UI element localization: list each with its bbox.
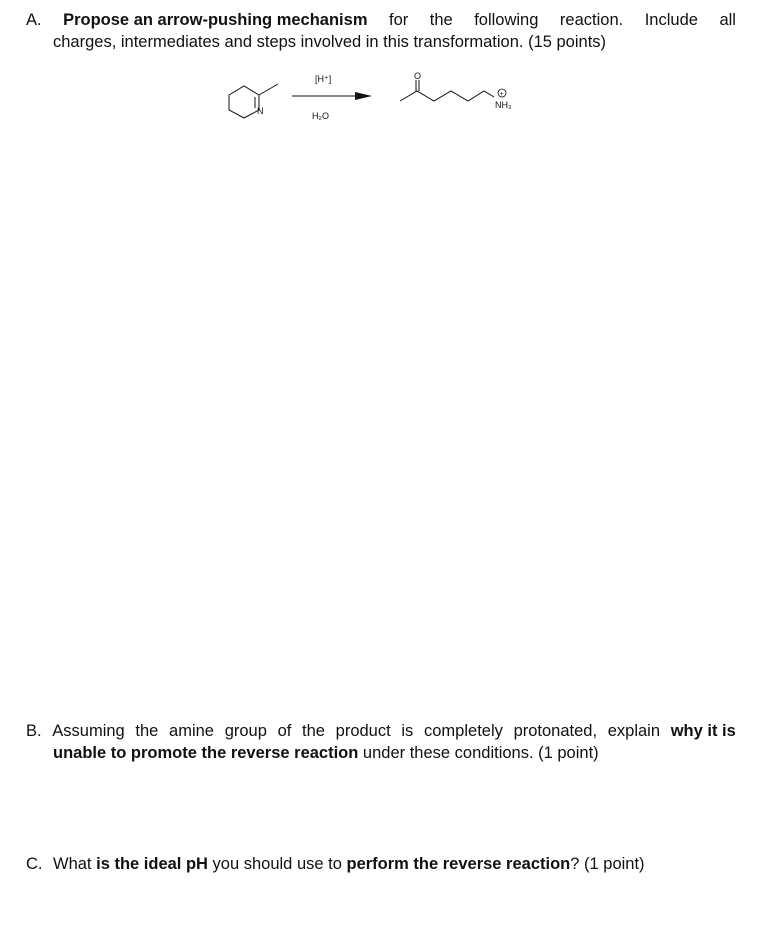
question-b-line-2	[26, 742, 736, 764]
question-a-word: following	[474, 11, 539, 29]
question-b	[26, 720, 736, 764]
question-a-word: Include	[644, 11, 698, 29]
question-a-word: all	[719, 11, 736, 29]
question-c-text: you should use to	[207, 855, 347, 873]
question-b-word: completely	[424, 722, 503, 740]
reaction-scheme	[220, 66, 540, 136]
question-a-line-1	[26, 9, 736, 31]
reactant-nitrogen: N	[257, 106, 264, 116]
question-b-word: of	[277, 722, 292, 740]
product-oxygen: O	[414, 71, 422, 81]
question-a-word: the	[429, 11, 453, 29]
question-a-line-2: charges, intermediates and steps involved in this transformation. (15 points)	[53, 33, 607, 51]
question-a	[26, 9, 736, 53]
question-c-emphasis-1: is the ideal pH	[96, 855, 208, 873]
question-b-line-2-rest: under these conditions. (1 point)	[358, 744, 599, 762]
product-structure	[400, 80, 494, 101]
question-b-word: amine	[169, 722, 214, 740]
question-c-line	[26, 853, 736, 875]
product-amine: NH₃	[495, 100, 512, 110]
question-a-emphasis: Propose an arrow-pushing mechanism	[63, 11, 368, 29]
reactant-structure	[229, 84, 278, 118]
question-b-word: the	[135, 722, 159, 740]
question-b-word: explain	[607, 722, 661, 740]
question-b-word: product	[335, 722, 391, 740]
question-b-word: Assuming	[52, 722, 125, 740]
question-c-text: ? (1 point)	[570, 855, 645, 873]
positive-charge-symbol: +	[499, 91, 504, 98]
reagent-acid: [H⁺]	[315, 74, 332, 84]
question-b-word: is	[401, 722, 414, 740]
question-c	[26, 853, 736, 875]
question-c-label: C.	[26, 855, 43, 873]
question-b-label: B.	[26, 722, 42, 740]
question-a-label: A.	[26, 11, 42, 29]
question-b-word: group	[224, 722, 267, 740]
question-b-line-1	[26, 720, 736, 742]
question-c-emphasis-2: perform the reverse reaction	[346, 855, 571, 873]
question-b-word: the	[302, 722, 325, 740]
question-c-text: What	[53, 855, 97, 873]
question-b-emphasis-2: unable to promote the reverse reaction	[53, 744, 359, 762]
question-b-emphasis-1: why it is	[670, 722, 736, 740]
question-b-word: protonated,	[513, 722, 598, 740]
question-a-word: for	[389, 11, 409, 29]
question-a-word: reaction.	[559, 11, 624, 29]
reagent-water: H₂O	[312, 111, 329, 121]
reaction-arrow	[292, 92, 372, 100]
